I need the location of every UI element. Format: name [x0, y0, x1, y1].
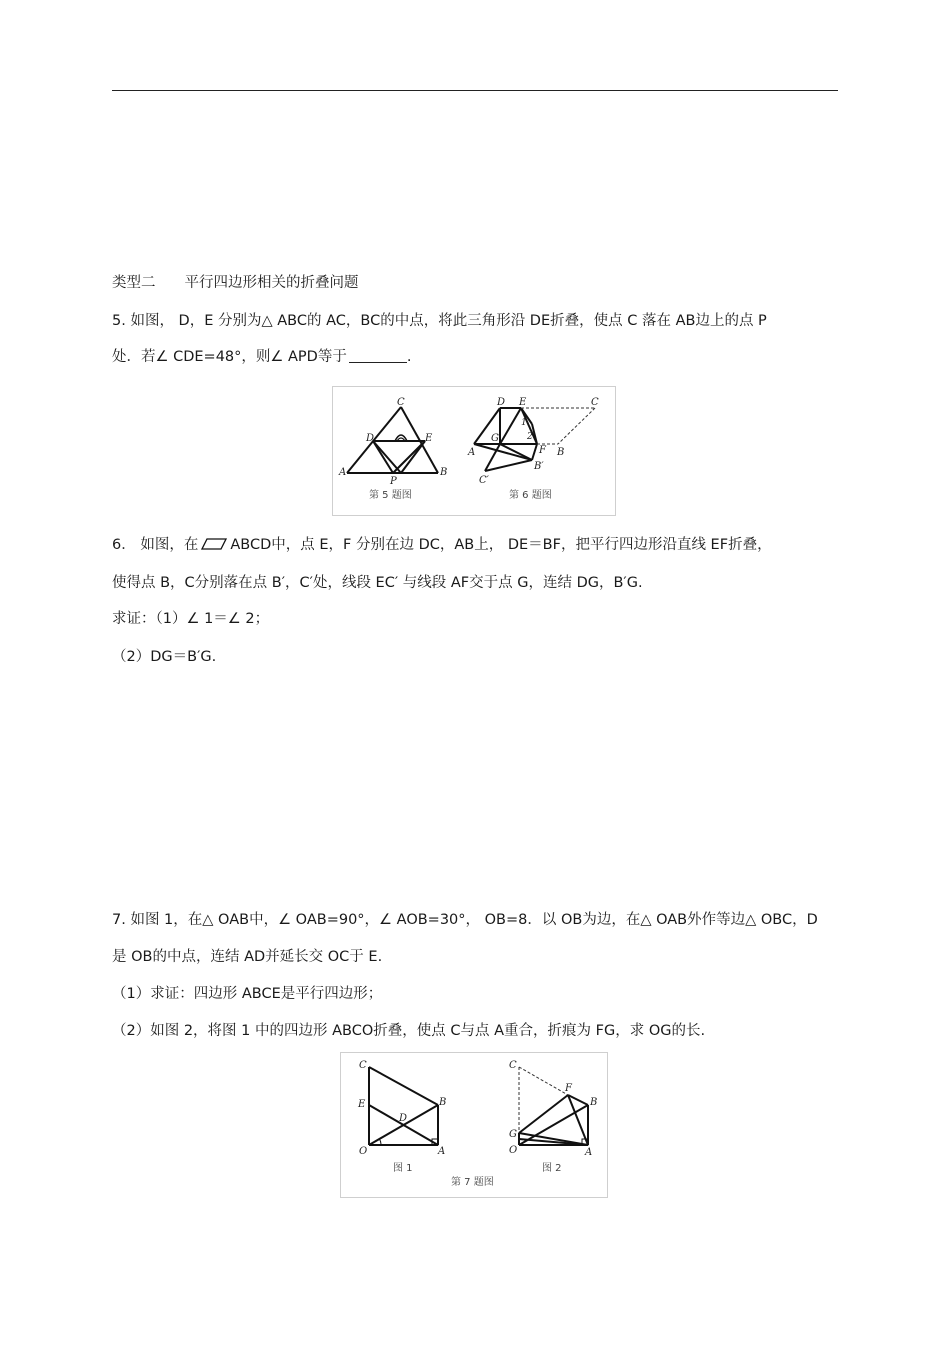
- figure-5-6-svg: [333, 387, 615, 515]
- fig7-caption: 第 7 题图: [451, 1177, 494, 1188]
- figure-7-svg: [341, 1053, 607, 1197]
- fig7-1-label-a: A: [438, 1146, 446, 1157]
- q7-line2: 是 OB的中点，连结 AD并延长交 OC于 E.: [112, 949, 383, 965]
- fig5-label-d: D: [366, 433, 375, 444]
- fig7-2-label-b: B: [590, 1097, 598, 1108]
- q6-line1: [112, 535, 772, 555]
- fig7-2-label-a: A: [585, 1147, 593, 1158]
- q5-line2-text: 处．若∠ CDE=48°，则∠ APD等于: [112, 349, 347, 365]
- fig7-1-label-c: C: [359, 1060, 367, 1071]
- fig6-caption: 第 6 题图: [509, 490, 552, 501]
- fig6-label-e: E: [519, 397, 527, 408]
- fig6-label-1: 1: [521, 418, 527, 428]
- fig7-2-label-c: C: [509, 1060, 517, 1071]
- fig5-label-c: C: [397, 397, 405, 408]
- fig6-label-a: A: [468, 447, 476, 458]
- fig7-1-label-o: O: [359, 1146, 368, 1157]
- fig5-label-a: A: [339, 467, 347, 478]
- fig7-2-label-f: F: [565, 1083, 572, 1094]
- figure-7: [340, 1052, 608, 1198]
- q7-line1: 7. 如图 1，在△ OAB中，∠ OAB=90°，∠ AOB=30°， OB=8．以 OB为边，在△ OAB外作等边△ OBC，D: [112, 912, 818, 928]
- fig7-sub1: 图 1: [393, 1163, 413, 1174]
- fig5-label-e: E: [425, 433, 433, 444]
- q6-line1-post: ABCD中，点 E，F 分别在边 DC，AB上， DE＝BF，把平行四边形沿直线 EF折叠，: [230, 537, 772, 553]
- q7-line3: （1）求证：四边形 ABCE是平行四边形；: [112, 986, 383, 1002]
- q5-line1: 5. 如图， D，E 分别为△ ABC的 AC，BC的中点，将此三角形沿 DE折叠，使点 C 落在 AB边上的点 P: [112, 313, 767, 329]
- fig6-label-2: 2: [527, 432, 533, 442]
- q6-line2: 使得点 B，C分别落在点 B′，C′处，线段 EC′ 与线段 AF交于点 G，连结 DG，B′G.: [112, 575, 643, 591]
- fig6-label-d: D: [497, 397, 506, 408]
- fig6-label-b: B: [557, 447, 565, 458]
- q7-line4: （2）如图 2，将图 1 中的四边形 ABCO折叠，使点 C与点 A重合，折痕为 FG，求 OG的长.: [112, 1023, 706, 1039]
- figure-5-6: [332, 386, 616, 516]
- fig5-label-b: B: [440, 467, 448, 478]
- q5-line2-end: .: [406, 349, 412, 365]
- q6-line3: 求证：（1）∠ 1＝∠ 2；: [112, 611, 270, 627]
- fig6-label-cprime: C′: [479, 475, 489, 486]
- q5-line2: [112, 347, 411, 367]
- fig7-1-label-e: E: [358, 1099, 366, 1110]
- answer-blank[interactable]: [349, 348, 407, 363]
- fig7-2-label-o: O: [509, 1145, 518, 1156]
- section-title: 类型二 平行四边形相关的折叠问题: [112, 275, 359, 291]
- fig5-caption: 第 5 题图: [369, 490, 412, 501]
- q6-line4: （2）DG＝B′G.: [112, 649, 217, 665]
- q6-line1-pre: 6． 如图，在: [112, 537, 199, 553]
- parallelogram-icon: [201, 538, 227, 550]
- fig7-2-label-g: G: [509, 1129, 517, 1140]
- fig7-1-label-d: D: [399, 1113, 408, 1124]
- fig6-label-g: G: [491, 433, 499, 444]
- fig6-label-c: C: [591, 397, 599, 408]
- fig6-label-f: F: [539, 445, 546, 456]
- fig6-label-bprime: B′: [534, 461, 544, 472]
- fig5-label-p: P: [390, 476, 397, 487]
- fig7-1-label-b: B: [439, 1097, 447, 1108]
- header-rule: [112, 90, 838, 91]
- fig7-sub2: 图 2: [542, 1163, 562, 1174]
